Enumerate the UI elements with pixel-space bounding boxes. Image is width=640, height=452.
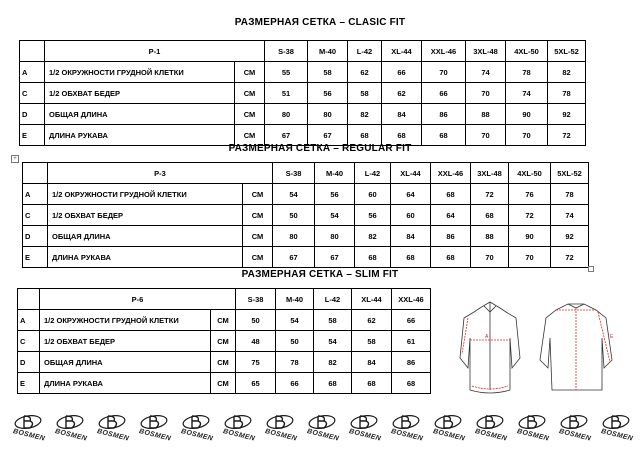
unit-label: СМ bbox=[211, 352, 236, 373]
measurement-value: 72 bbox=[548, 125, 586, 146]
shirt-measurement-diagram bbox=[446, 298, 636, 408]
measurement-value: 55 bbox=[265, 62, 308, 83]
measurement-value: 68 bbox=[348, 125, 382, 146]
bosmen-logo bbox=[8, 412, 52, 448]
unit-label: СМ bbox=[243, 247, 273, 268]
bosmen-logo bbox=[176, 412, 220, 448]
table-row bbox=[23, 184, 589, 205]
table-row bbox=[23, 226, 589, 247]
shirt-front-icon bbox=[460, 302, 520, 393]
pattern-name: P-1 bbox=[45, 41, 265, 62]
size-header: S-38 bbox=[273, 163, 315, 184]
measurement-value: 56 bbox=[355, 205, 391, 226]
size-header: XXL-46 bbox=[431, 163, 471, 184]
measurement-value: 88 bbox=[466, 104, 506, 125]
unit-label: СМ bbox=[211, 331, 236, 352]
measurement-value: 76 bbox=[509, 184, 551, 205]
logo-text: BOSMEN bbox=[390, 428, 424, 443]
measurement-value: 72 bbox=[509, 205, 551, 226]
measurement-value: 65 bbox=[236, 373, 276, 394]
logo-text: BOSMEN bbox=[222, 428, 256, 443]
logo-text: BOSMEN bbox=[138, 428, 172, 443]
measurement-value: 54 bbox=[273, 184, 315, 205]
measurement-value: 60 bbox=[355, 184, 391, 205]
unit-label: СМ bbox=[243, 205, 273, 226]
logo-text: BOSMEN bbox=[54, 428, 88, 443]
measurement-value: 51 bbox=[265, 83, 308, 104]
measurement-value: 68 bbox=[352, 373, 392, 394]
row-code: D bbox=[18, 352, 40, 373]
measurement-label: 1/2 ОБХВАТ БЕДЕР bbox=[48, 205, 243, 226]
table-row bbox=[20, 62, 586, 83]
unit-label: СМ bbox=[243, 226, 273, 247]
measurement-value: 70 bbox=[506, 125, 548, 146]
measurement-value: 84 bbox=[352, 352, 392, 373]
size-header: 4XL-50 bbox=[509, 163, 551, 184]
row-code: D bbox=[20, 104, 45, 125]
diagram-label-e: E bbox=[610, 334, 614, 340]
header-blank-cell bbox=[23, 163, 48, 184]
measurement-value: 74 bbox=[506, 83, 548, 104]
measurement-value: 56 bbox=[308, 83, 348, 104]
size-header: 3XL-48 bbox=[466, 41, 506, 62]
measurement-value: 50 bbox=[276, 331, 314, 352]
measurement-value: 56 bbox=[315, 184, 355, 205]
header-row bbox=[23, 163, 589, 184]
logo-text: BOSMEN bbox=[516, 428, 550, 443]
measurement-value: 80 bbox=[315, 226, 355, 247]
size-table-slim-fit bbox=[17, 288, 431, 394]
logo-text: BOSMEN bbox=[306, 428, 340, 443]
bosmen-logo bbox=[218, 412, 262, 448]
unit-label: СМ bbox=[235, 125, 265, 146]
unit-label: СМ bbox=[243, 184, 273, 205]
measurement-value: 54 bbox=[315, 205, 355, 226]
measurement-value: 50 bbox=[273, 205, 315, 226]
measurement-label: ДЛИНА РУКАВА bbox=[40, 373, 211, 394]
size-header: XL-44 bbox=[391, 163, 431, 184]
bosmen-logo bbox=[512, 412, 556, 448]
measurement-label: 1/2 ОБХВАТ БЕДЕР bbox=[45, 83, 235, 104]
logo-text: BOSMEN bbox=[264, 428, 298, 443]
unit-label: СМ bbox=[211, 373, 236, 394]
measurement-value: 88 bbox=[471, 226, 509, 247]
row-code: C bbox=[23, 205, 48, 226]
bosmen-logo bbox=[302, 412, 346, 448]
measurement-value: 68 bbox=[431, 247, 471, 268]
size-header: L-42 bbox=[355, 163, 391, 184]
bosmen-logo bbox=[344, 412, 388, 448]
measurement-value: 66 bbox=[276, 373, 314, 394]
measurement-value: 62 bbox=[352, 310, 392, 331]
measurement-value: 48 bbox=[236, 331, 276, 352]
measurement-value: 70 bbox=[471, 247, 509, 268]
measurement-value: 78 bbox=[548, 83, 586, 104]
measurement-value: 58 bbox=[348, 83, 382, 104]
measurement-label: 1/2 ОКРУЖНОСТИ ГРУДНОЙ КЛЕТКИ bbox=[40, 310, 211, 331]
measurement-value: 72 bbox=[551, 247, 589, 268]
size-header: XL-44 bbox=[352, 289, 392, 310]
size-header: XXL-46 bbox=[392, 289, 431, 310]
measurement-value: 66 bbox=[392, 310, 431, 331]
measurement-value: 58 bbox=[352, 331, 392, 352]
size-table-regular-fit bbox=[22, 162, 589, 268]
measurement-label: ДЛИНА РУКАВА bbox=[45, 125, 235, 146]
logo-strip bbox=[0, 412, 640, 452]
pattern-name: P-6 bbox=[40, 289, 236, 310]
table-row bbox=[18, 331, 431, 352]
measurement-value: 74 bbox=[466, 62, 506, 83]
measurement-value: 80 bbox=[308, 104, 348, 125]
row-code: C bbox=[18, 331, 40, 352]
table-move-handle[interactable]: + bbox=[11, 155, 19, 163]
row-code: C bbox=[20, 83, 45, 104]
table-row bbox=[18, 352, 431, 373]
measurement-value: 67 bbox=[273, 247, 315, 268]
bosmen-logo bbox=[386, 412, 430, 448]
measurement-value: 92 bbox=[548, 104, 586, 125]
measurement-value: 78 bbox=[551, 184, 589, 205]
measurement-value: 80 bbox=[265, 104, 308, 125]
size-header: XXL-46 bbox=[422, 41, 466, 62]
table-row bbox=[23, 247, 589, 268]
size-header: S-38 bbox=[236, 289, 276, 310]
size-header: 5XL-52 bbox=[548, 41, 586, 62]
measurement-value: 80 bbox=[273, 226, 315, 247]
measurement-value: 54 bbox=[314, 331, 352, 352]
table-row bbox=[23, 205, 589, 226]
measurement-value: 68 bbox=[391, 247, 431, 268]
measurement-value: 82 bbox=[548, 62, 586, 83]
logo-text: BOSMEN bbox=[96, 428, 130, 443]
measurement-value: 54 bbox=[276, 310, 314, 331]
row-code: A bbox=[18, 310, 40, 331]
measurement-value: 67 bbox=[308, 125, 348, 146]
measurement-label: 1/2 ОКРУЖНОСТИ ГРУДНОЙ КЛЕТКИ bbox=[48, 184, 243, 205]
logo-text: BOSMEN bbox=[12, 428, 46, 443]
bosmen-logo bbox=[428, 412, 472, 448]
measurement-value: 90 bbox=[509, 226, 551, 247]
measurement-value: 68 bbox=[422, 125, 466, 146]
size-header: XL-44 bbox=[382, 41, 422, 62]
measurement-value: 50 bbox=[236, 310, 276, 331]
size-header: 5XL-52 bbox=[551, 163, 589, 184]
row-code: E bbox=[23, 247, 48, 268]
logo-text: BOSMEN bbox=[600, 428, 634, 443]
size-header: L-42 bbox=[348, 41, 382, 62]
pattern-name: P-3 bbox=[48, 163, 273, 184]
measurement-value: 64 bbox=[431, 205, 471, 226]
size-table-classic-fit bbox=[19, 40, 586, 146]
measurement-label: 1/2 ОБХВАТ БЕДЕР bbox=[40, 331, 211, 352]
bosmen-logo bbox=[596, 412, 640, 448]
measurement-label: 1/2 ОКРУЖНОСТИ ГРУДНОЙ КЛЕТКИ bbox=[45, 62, 235, 83]
row-code: E bbox=[20, 125, 45, 146]
row-code: A bbox=[20, 62, 45, 83]
unit-label: СМ bbox=[211, 310, 236, 331]
unit-label: СМ bbox=[235, 83, 265, 104]
size-header: M-40 bbox=[315, 163, 355, 184]
measurement-value: 58 bbox=[308, 62, 348, 83]
measurement-value: 74 bbox=[551, 205, 589, 226]
measurement-value: 86 bbox=[392, 352, 431, 373]
size-header: 3XL-48 bbox=[471, 163, 509, 184]
measurement-value: 67 bbox=[315, 247, 355, 268]
bosmen-logo bbox=[134, 412, 178, 448]
measurement-value: 62 bbox=[382, 83, 422, 104]
title-slim-fit: РАЗМЕРНАЯ СЕТКА – SLIM FIT bbox=[241, 269, 399, 280]
table-row bbox=[18, 310, 431, 331]
row-code: E bbox=[18, 373, 40, 394]
bosmen-logo bbox=[554, 412, 598, 448]
measurement-value: 82 bbox=[314, 352, 352, 373]
measurement-value: 90 bbox=[506, 104, 548, 125]
measurement-value: 62 bbox=[348, 62, 382, 83]
header-blank-cell bbox=[18, 289, 40, 310]
unit-label: СМ bbox=[235, 62, 265, 83]
size-header: S-38 bbox=[265, 41, 308, 62]
measurement-value: 70 bbox=[466, 83, 506, 104]
diagram-label-a: A bbox=[485, 334, 489, 340]
measurement-value: 68 bbox=[392, 373, 431, 394]
measurement-value: 61 bbox=[392, 331, 431, 352]
measurement-value: 66 bbox=[422, 83, 466, 104]
measurement-value: 70 bbox=[422, 62, 466, 83]
logo-text: BOSMEN bbox=[348, 428, 382, 443]
measurement-label: ДЛИНА РУКАВА bbox=[48, 247, 243, 268]
title-regular-fit: РАЗМЕРНАЯ СЕТКА – REGULAR FIT bbox=[228, 143, 412, 154]
measurement-value: 86 bbox=[431, 226, 471, 247]
measurement-value: 64 bbox=[391, 184, 431, 205]
measurement-value: 84 bbox=[391, 226, 431, 247]
header-blank-cell bbox=[20, 41, 45, 62]
row-code: A bbox=[23, 184, 48, 205]
measurement-label: ОБЩАЯ ДЛИНА bbox=[45, 104, 235, 125]
size-header: M-40 bbox=[308, 41, 348, 62]
measurement-value: 68 bbox=[471, 205, 509, 226]
measurement-value: 75 bbox=[236, 352, 276, 373]
measurement-value: 58 bbox=[314, 310, 352, 331]
measurement-value: 82 bbox=[348, 104, 382, 125]
logo-text: BOSMEN bbox=[558, 428, 592, 443]
measurement-label: ОБЩАЯ ДЛИНА bbox=[40, 352, 211, 373]
measurement-value: 78 bbox=[506, 62, 548, 83]
header-row bbox=[20, 41, 586, 62]
bosmen-logo bbox=[92, 412, 136, 448]
measurement-value: 68 bbox=[355, 247, 391, 268]
size-header: L-42 bbox=[314, 289, 352, 310]
measurement-value: 70 bbox=[509, 247, 551, 268]
header-row bbox=[18, 289, 431, 310]
measurement-value: 68 bbox=[382, 125, 422, 146]
measurement-value: 70 bbox=[466, 125, 506, 146]
measurement-value: 78 bbox=[276, 352, 314, 373]
size-header: M-40 bbox=[276, 289, 314, 310]
table-row bbox=[20, 83, 586, 104]
table-row bbox=[20, 104, 586, 125]
measurement-value: 67 bbox=[265, 125, 308, 146]
bosmen-logo bbox=[50, 412, 94, 448]
table-row bbox=[18, 373, 431, 394]
logo-text: BOSMEN bbox=[432, 428, 466, 443]
measurement-value: 68 bbox=[431, 184, 471, 205]
measurement-value: 60 bbox=[391, 205, 431, 226]
logo-text: BOSMEN bbox=[180, 428, 214, 443]
measurement-label: ОБЩАЯ ДЛИНА bbox=[48, 226, 243, 247]
measurement-value: 82 bbox=[355, 226, 391, 247]
bosmen-logo bbox=[470, 412, 514, 448]
measurement-value: 84 bbox=[382, 104, 422, 125]
measurement-value: 86 bbox=[422, 104, 466, 125]
row-code: D bbox=[23, 226, 48, 247]
logo-text: BOSMEN bbox=[474, 428, 508, 443]
measurement-value: 68 bbox=[314, 373, 352, 394]
unit-label: СМ bbox=[235, 104, 265, 125]
measurement-value: 92 bbox=[551, 226, 589, 247]
measurement-value: 72 bbox=[471, 184, 509, 205]
measurement-value: 66 bbox=[382, 62, 422, 83]
bosmen-logo bbox=[260, 412, 304, 448]
title-classic-fit: РАЗМЕРНАЯ СЕТКА – CLASIC FIT bbox=[234, 17, 406, 28]
size-header: 4XL-50 bbox=[506, 41, 548, 62]
